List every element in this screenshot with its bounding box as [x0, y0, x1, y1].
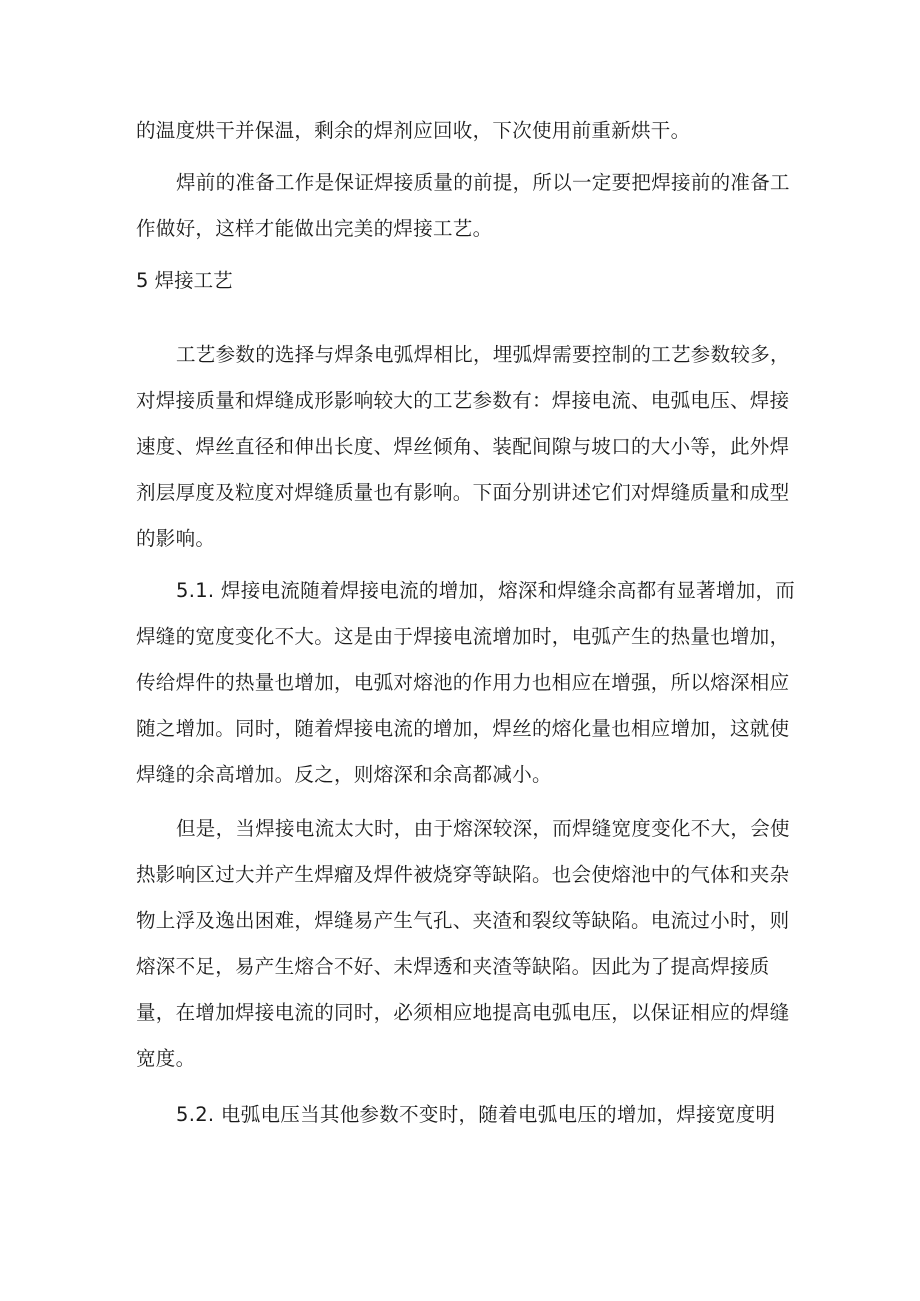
paragraph-excess-current: 但是，当焊接电流太大时，由于熔深较深，而焊缝宽度变化不大，会使热影响区过大并产生焊瘤及焊件被烧穿等缺陷。也会使熔池中的气体和夹杂物上浮及逸出困难，焊缝易产生气孔、夹渣和裂纹等缺陷。电流过小时，则熔深不足，易产生熔合不好、未焊透和夹渣等缺陷。因此为了提高焊接质量，在增加焊接电流的同时，必须相应地提高电弧电压，以保证相应的焊缝宽度。 — [136, 817, 790, 1070]
paragraph-drying: 的温度烘干并保温，剩余的焊剂应回收，下次使用前重新烘干。 — [136, 119, 691, 142]
paragraph-welding-current: 5.1. 焊接电流随着焊接电流的增加，熔深和焊缝余高都有显著增加，而焊缝的宽度变化不大。这是由于焊接电流增加时，电弧产生的热量也增加，传给焊件的热量也增加，电弧对熔池的作用力也相应在增强，所以熔深相应随之增加。同时，随着焊接电流的增加，焊丝的熔化量也相应增加，这就使焊缝的余高增加。反之，则熔深和余高都减小。 — [136, 579, 796, 786]
paragraph-process-parameters: 工艺参数的选择与焊条电弧焊相比，埋弧焊需要控制的工艺参数较多，对焊接质量和焊缝成形影响较大的工艺参数有：焊接电流、电弧电压、焊接速度、焊丝直径和伸出长度、焊丝倾角、装配间隙与坡口的大小等，此外焊剂层厚度及粒度对焊缝质量也有影响。下面分别讲述它们对焊缝质量和成型的影响。 — [136, 343, 790, 550]
section-heading-welding-process: 5 焊接工艺 — [136, 269, 233, 292]
paragraph-preparation: 焊前的准备工作是保证焊接质量的前提，所以一定要把焊接前的准备工作做好，这样才能做出完美的焊接工艺。 — [136, 171, 790, 240]
paragraph-arc-voltage: 5.2. 电弧电压当其他参数不变时，随着电弧电压的增加，焊接宽度明 — [176, 1103, 776, 1126]
